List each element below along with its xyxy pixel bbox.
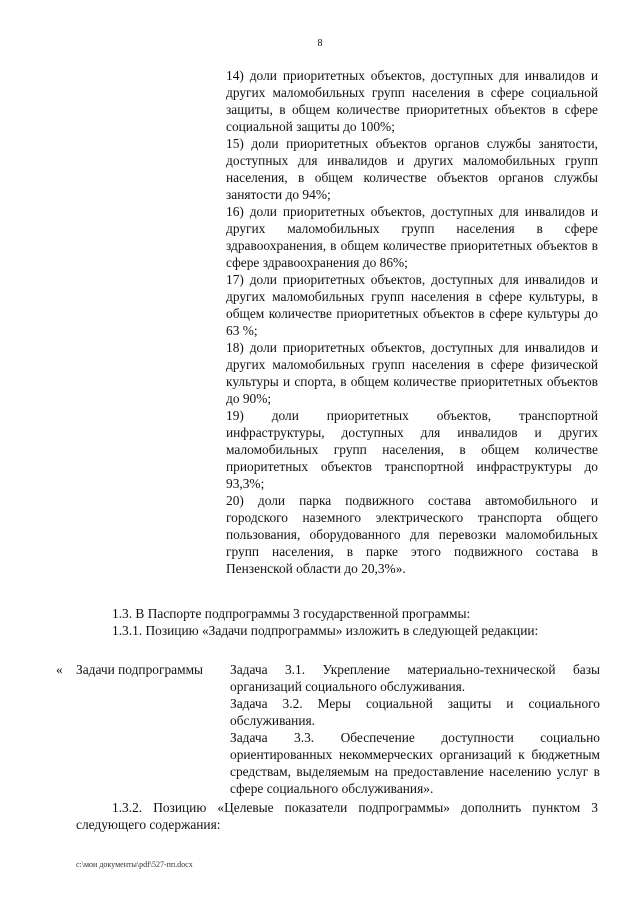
page-number: 8 xyxy=(317,38,323,49)
paragraph-1-3-1: 1.3.1. Позицию «Задачи подпрограммы» изложить в следующей редакции: xyxy=(112,623,539,638)
amendment-paragraphs xyxy=(76,605,598,639)
paragraph-1-3-2: 1.3.2. Позицию «Целевые показатели подпрограммы» дополнить пунктом 3 следующего содержания: xyxy=(76,800,598,832)
footer-file-path: c:\мои документы\pdf\527-пп.docx xyxy=(76,860,193,869)
list-item: 15) доли приоритетных объектов органов службы занятости, доступных для инвалидов и других маломобильных групп населения, в общем количестве объектов органов службы занятости до 94%; xyxy=(226,136,598,202)
list-item: 16) доли приоритетных объектов, доступных для инвалидов и других маломобильных групп населения в сфере здравоохранения, в общем количестве приоритетных объектов в сфере здравоохранения до 86%; xyxy=(226,204,598,270)
task-item: Задача 3.2. Меры социальной защиты и социального обслуживания. xyxy=(230,696,600,728)
tasks-label: Задачи подпрограммы xyxy=(76,662,204,677)
amendment-paragraph-2 xyxy=(76,799,598,833)
list-item: 14) доли приоритетных объектов, доступных для инвалидов и других маломобильных групп населения в сфере социальной защиты, в общем количестве приоритетных объектов в сфере социальной защиты до 100%; xyxy=(226,68,598,134)
tasks-list xyxy=(230,661,600,797)
task-item: Задача 3.1. Укрепление материально-технической базы организаций социального обслуживания. xyxy=(230,662,600,694)
list-item: 19) доли приоритетных объектов, транспортной инфраструктуры, доступных для инвалидов и других маломобильных групп населения, в общем количестве приоритетных объектов транспортной инфраструктуры до 93,3%; xyxy=(226,408,598,491)
list-item: 17) доли приоритетных объектов, доступных для инвалидов и других маломобильных групп населения в сфере культуры, в общем количестве приоритетных объектов в сфере культуры до 63 %; xyxy=(226,272,598,338)
task-item: Задача 3.3. Обеспечение доступности социально ориентированных некоммерческих организаций к бюджетным средствам, выделяемым на предоставление населению услуг в сфере социального обслуживания». xyxy=(230,730,600,796)
list-item: 20) доли парка подвижного состава автомобильного и городского наземного электрического транспорта общего пользования, оборудованного для перевозки маломобильных групп населения, в парке этого подвижного состава в Пензенской области до 20,3%». xyxy=(226,493,598,576)
paragraph-1-3: 1.3. В Паспорте подпрограммы 3 государственной программы: xyxy=(112,606,471,621)
list-item: 18) доли приоритетных объектов, доступных для инвалидов и других маломобильных групп населения в сфере физической культуры и спорта, в общем количестве приоритетных объектов до 90%; xyxy=(226,340,598,406)
indicator-list xyxy=(226,67,598,577)
opening-quote: « xyxy=(56,662,63,677)
